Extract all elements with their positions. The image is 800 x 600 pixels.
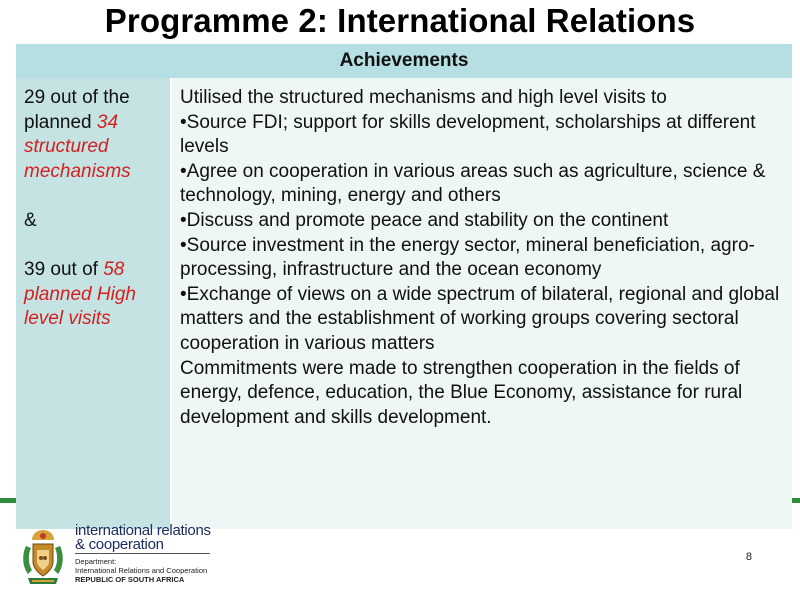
page-number: 8 <box>745 551 752 563</box>
achievement-bullet-cooperation: •Agree on cooperation in various areas such as agriculture, science & technology, mining, energy and others <box>180 160 766 207</box>
logo-country: REPUBLIC OF SOUTH AFRICA <box>75 575 185 584</box>
logo-rule <box>75 553 210 554</box>
target-text-mechanisms: 29 out of the planned <box>24 87 130 133</box>
achievement-commitments: Commitments were made to strengthen cooperation in the fields of energy, defence, education, the Blue Economy, assistance for rural development and skills development. <box>180 357 743 428</box>
table-header-achievements: Achievements <box>16 44 792 78</box>
achievement-bullet-fdi: •Source FDI; support for skills development, scholarships at different levels <box>180 111 756 158</box>
achievement-bullet-investment: •Source investment in the energy sector, mineral beneficiation, agro-processing, infrastructure and the ocean economy <box>180 234 755 281</box>
ampersand-text: & <box>24 209 37 231</box>
logo-line-1: international relations <box>75 522 211 539</box>
logo-line-2: & cooperation <box>75 536 164 553</box>
achievements-table <box>16 44 792 529</box>
coat-of-arms-icon <box>18 526 68 588</box>
slide-title: Programme 2: International Relations <box>104 2 696 39</box>
dirco-logo <box>16 522 216 592</box>
target-text-visits: 39 out of <box>24 259 104 281</box>
achievements-cell <box>171 78 792 529</box>
target-highlight-mechanisms: 34 structured mechanisms <box>24 111 131 182</box>
achievement-bullet-peace: •Discuss and promote peace and stability on the continent <box>180 209 669 231</box>
target-highlight-visits: 58 planned High level visits <box>24 259 136 330</box>
achievement-intro: Utilised the structured mechanisms and high level visits to <box>180 87 667 108</box>
achievement-bullet-exchange: •Exchange of views on a wide spectrum of bilateral, regional and global matters and the establishment of working groups covering sectoral cooperation in various matters <box>180 283 780 354</box>
logo-department-name: International Relations and Cooperation <box>75 566 208 575</box>
targets-cell <box>16 78 171 529</box>
logo-department-label: Department: <box>75 557 117 566</box>
